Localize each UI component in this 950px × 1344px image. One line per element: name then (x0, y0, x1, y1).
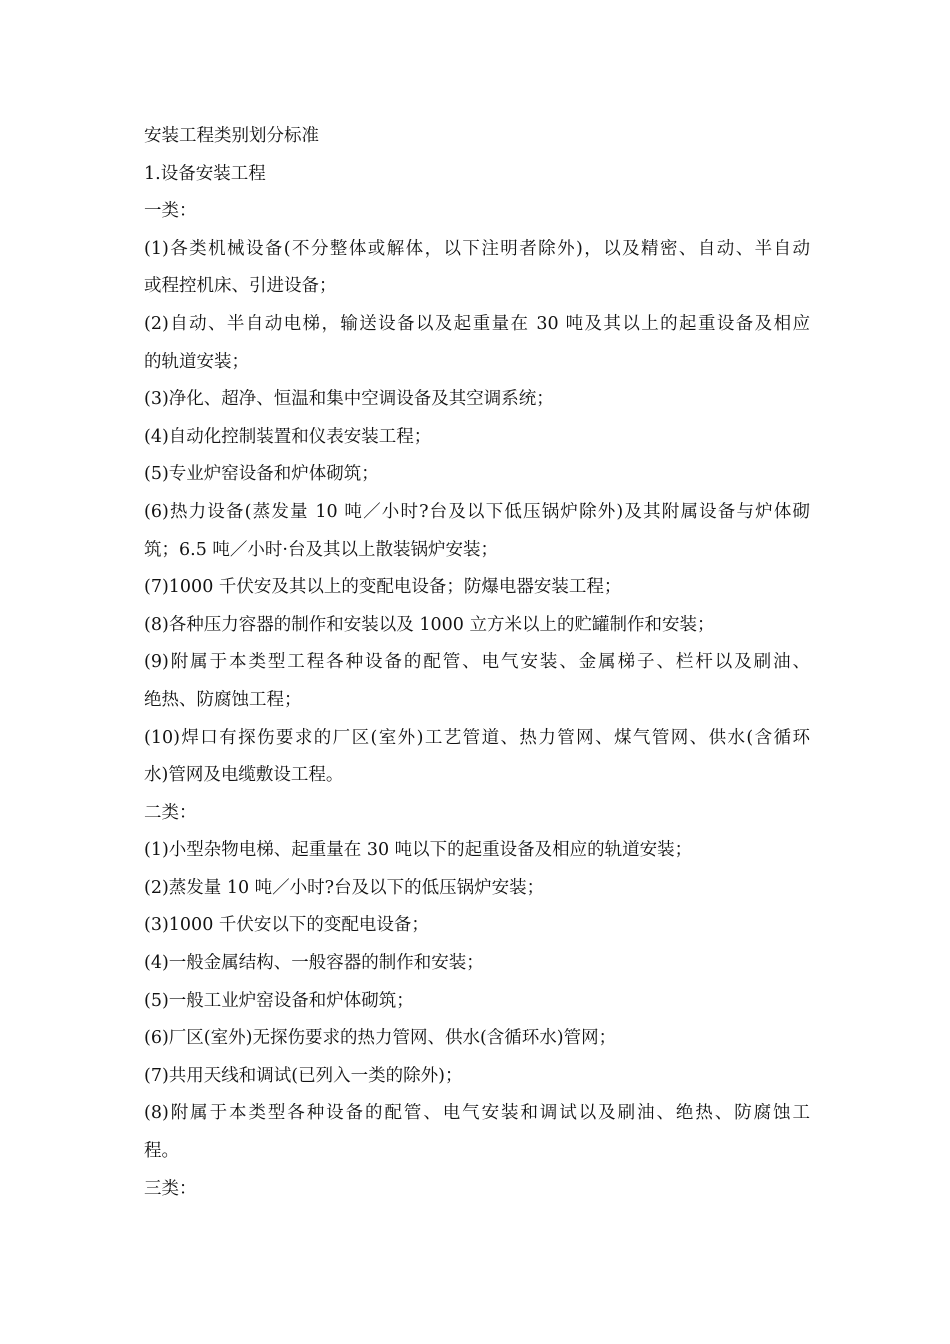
paragraph-line: (4)自动化控制装置和仪表安装工程； (144, 426, 432, 447)
paragraph-line: (8)附属于本类型各种设备的配管、电气安装和调试以及刷油、绝热、防腐蚀工 (144, 1103, 810, 1124)
paragraph-line: (2)蒸发量 10 吨／小时?台及以下的低压锅炉安装； (144, 877, 545, 898)
paragraph-line: (7)共用天线和调试(已列入一类的除外)； (144, 1065, 463, 1086)
paragraph-line: (10)焊口有探伤要求的厂区(室外)工艺管道、热力管网、煤气管网、供水(含循环 (144, 727, 810, 748)
paragraph-line: (5)一般工业炉窑设备和炉体砌筑； (144, 990, 414, 1011)
paragraph-line: 筑；6.5 吨／小时·台及其以上散装锅炉安装； (144, 539, 498, 560)
paragraph-line: 绝热、防腐蚀工程； (144, 689, 302, 710)
document-body (144, 118, 810, 1208)
paragraph-line: (3)净化、超净、恒温和集中空调设备及其空调系统； (144, 389, 554, 410)
paragraph-line: (6)热力设备(蒸发量 10 吨／小时?台及以下低压锅炉除外)及其附属设备与炉体砌 (144, 501, 810, 522)
paragraph-line: (1)小型杂物电梯、起重量在 30 吨以下的起重设备及相应的轨道安装； (144, 840, 693, 861)
document-title: 安装工程类别划分标准 (144, 126, 319, 146)
paragraph-line: (2)自动、半自动电梯，输送设备以及起重量在 30 吨及其以上的起重设备及相应 (144, 313, 810, 334)
paragraph-line: 水)管网及电缆敷设工程。 (144, 765, 344, 786)
paragraph-line: 或程控机床、引进设备； (144, 276, 337, 297)
paragraph-line: (1)各类机械设备(不分整体或解体，以下注明者除外)，以及精密、自动、半自动 (144, 238, 810, 259)
paragraph-line: (4)一般金属结构、一般容器的制作和安装； (144, 953, 484, 974)
paragraph-line: (8)各种压力容器的制作和安装以及 1000 立方米以上的贮罐制作和安装； (144, 614, 715, 635)
section-heading: 1.设备安装工程 (144, 163, 266, 184)
category-heading-first: 一类： (144, 201, 197, 222)
paragraph-line: (7)1000 千伏安及其以上的变配电设备；防爆电器安装工程； (144, 577, 622, 598)
paragraph-line: 程。 (144, 1141, 179, 1162)
paragraph-line: 的轨道安装； (144, 351, 249, 372)
category-heading-second: 二类： (144, 802, 197, 823)
paragraph-line: (3)1000 千伏安以下的变配电设备； (144, 915, 429, 936)
paragraph-line: (6)厂区(室外)无探伤要求的热力管网、供水(含循环水)管网； (144, 1028, 617, 1049)
paragraph-line: (5)专业炉窑设备和炉体砌筑； (144, 464, 379, 485)
category-heading-third: 三类： (144, 1178, 197, 1199)
paragraph-line: (9)附属于本类型工程各种设备的配管、电气安装、金属梯子、栏杆以及刷油、 (144, 652, 810, 673)
